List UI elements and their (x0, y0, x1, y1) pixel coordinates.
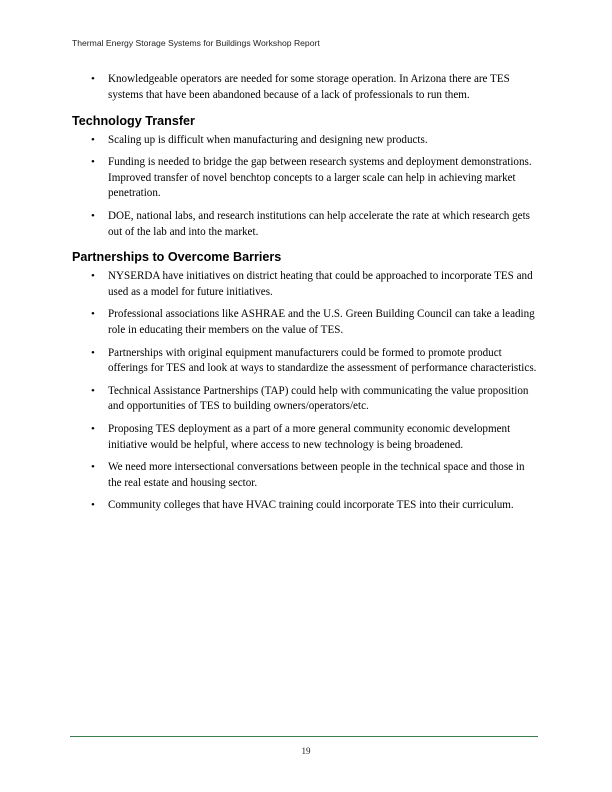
bullet-item: • Community colleges that have HVAC training could incorporate TES into their curriculum. (72, 498, 540, 514)
bullet-item: • We need more intersectional conversations between people in the technical space and those in the real estate and housing sector. (72, 460, 540, 492)
bullet-item: • Funding is needed to bridge the gap between research systems and deployment demonstrations. Improved transfer of novel benchtop concepts to a larger scale can help in achieving market penetration. (72, 155, 540, 202)
intro-bullet-list (72, 72, 540, 104)
bullet-item: • Partnerships with original equipment manufacturers could be formed to promote product offerings for TES and look at ways to standardize the assessment of performance characteristics. (72, 346, 540, 378)
bullet-item: • Knowledgeable operators are needed for some storage operation. In Arizona there are TES systems that have been abandoned because of a lack of professionals to run them. (72, 72, 540, 104)
page-number: 19 (301, 746, 311, 756)
footer-divider (70, 736, 538, 737)
bullet-item: • Proposing TES deployment as a part of a more general community economic development initiative would be helpful, where access to new technology is being broadened. (72, 422, 540, 454)
partnerships-bullet-list (72, 269, 540, 513)
technology-transfer-bullet-list (72, 133, 540, 241)
bullet-item: • Technical Assistance Partnerships (TAP) could help with communicating the value proposition and opportunities of TES to building owners/operators/etc. (72, 384, 540, 416)
bullet-item: • Professional associations like ASHRAE and the U.S. Green Building Council can take a leading role in educating their members on the value of TES. (72, 307, 540, 339)
bullet-item: • DOE, national labs, and research institutions can help accelerate the rate at which research gets out of the lab and into the market. (72, 209, 540, 241)
page-body (72, 72, 540, 520)
section-heading-partnerships: Partnerships to Overcome Barriers (72, 250, 282, 265)
section-heading-technology-transfer: Technology Transfer (72, 113, 195, 128)
bullet-item: • NYSERDA have initiatives on district heating that could be approached to incorporate TES and used as a model for future initiatives. (72, 269, 540, 301)
bullet-item: • Scaling up is difficult when manufacturing and designing new products. (72, 133, 540, 149)
running-header: Thermal Energy Storage Systems for Buildings Workshop Report (72, 38, 320, 48)
